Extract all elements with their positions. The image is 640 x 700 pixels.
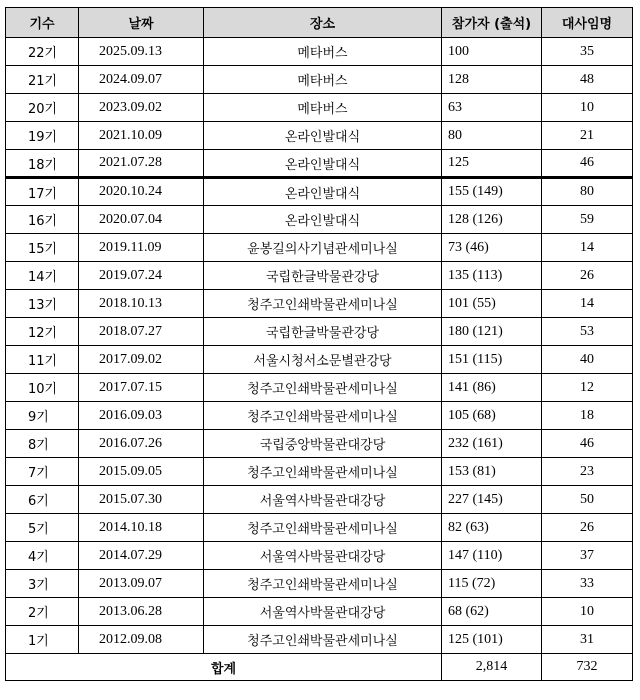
cell-ambassadors: 26 <box>542 262 633 290</box>
table-row <box>6 402 633 430</box>
cell-num: 21기 <box>6 66 79 94</box>
cell-date: 2015.07.30 <box>79 486 204 514</box>
cell-date: 2012.09.08 <box>79 626 204 654</box>
cell-participants: 101 (55) <box>442 290 542 318</box>
cell-date: 2013.09.07 <box>79 570 204 598</box>
table-row <box>6 206 633 234</box>
header-row <box>6 8 633 38</box>
cell-ambassadors: 40 <box>542 346 633 374</box>
total-row <box>6 654 633 681</box>
cell-ambassadors: 26 <box>542 514 633 542</box>
cell-date: 2019.11.09 <box>79 234 204 262</box>
cell-num: 19기 <box>6 122 79 150</box>
table-row <box>6 486 633 514</box>
cell-date: 2018.10.13 <box>79 290 204 318</box>
cell-participants: 125 <box>442 150 542 178</box>
cell-ambassadors: 21 <box>542 122 633 150</box>
table-row <box>6 38 633 66</box>
cell-num: 16기 <box>6 206 79 234</box>
cell-place: 온라인발대식 <box>204 206 442 234</box>
cell-place: 국립한글박물관강당 <box>204 262 442 290</box>
table-row <box>6 318 633 346</box>
cell-place: 청주고인쇄박물관세미나실 <box>204 458 442 486</box>
cell-date: 2018.07.27 <box>79 318 204 346</box>
table-row <box>6 290 633 318</box>
cell-ambassadors: 59 <box>542 206 633 234</box>
table-body <box>6 38 633 654</box>
table-row <box>6 66 633 94</box>
table-row <box>6 514 633 542</box>
cell-num: 15기 <box>6 234 79 262</box>
cell-place: 온라인발대식 <box>204 178 442 206</box>
cell-ambassadors: 48 <box>542 66 633 94</box>
total-label: 합계 <box>6 654 442 681</box>
cell-ambassadors: 31 <box>542 626 633 654</box>
cell-place: 서울역사박물관대강당 <box>204 598 442 626</box>
table-row <box>6 346 633 374</box>
table-row <box>6 94 633 122</box>
cell-place: 메타버스 <box>204 38 442 66</box>
cell-date: 2021.10.09 <box>79 122 204 150</box>
table-row <box>6 374 633 402</box>
cell-participants: 151 (115) <box>442 346 542 374</box>
cell-place: 서울역사박물관대강당 <box>204 542 442 570</box>
cell-ambassadors: 14 <box>542 234 633 262</box>
cell-participants: 153 (81) <box>442 458 542 486</box>
cell-place: 청주고인쇄박물관세미나실 <box>204 374 442 402</box>
cell-place: 서울시청서소문별관강당 <box>204 346 442 374</box>
cell-place: 메타버스 <box>204 94 442 122</box>
cell-date: 2019.07.24 <box>79 262 204 290</box>
cell-ambassadors: 33 <box>542 570 633 598</box>
cell-num: 18기 <box>6 150 79 178</box>
cell-participants: 105 (68) <box>442 402 542 430</box>
cell-place: 청주고인쇄박물관세미나실 <box>204 514 442 542</box>
cell-participants: 135 (113) <box>442 262 542 290</box>
cell-participants: 128 <box>442 66 542 94</box>
table-row <box>6 234 633 262</box>
table-row <box>6 542 633 570</box>
cell-participants: 82 (63) <box>442 514 542 542</box>
cell-participants: 227 (145) <box>442 486 542 514</box>
cell-num: 20기 <box>6 94 79 122</box>
cell-date: 2016.07.26 <box>79 430 204 458</box>
cell-ambassadors: 23 <box>542 458 633 486</box>
table-row <box>6 570 633 598</box>
cell-date: 2017.09.02 <box>79 346 204 374</box>
cell-ambassadors: 10 <box>542 598 633 626</box>
header-num: 기수 <box>6 8 79 38</box>
cell-place: 청주고인쇄박물관세미나실 <box>204 290 442 318</box>
total-ambassadors: 732 <box>542 654 633 681</box>
cell-num: 3기 <box>6 570 79 598</box>
cell-participants: 180 (121) <box>442 318 542 346</box>
cell-place: 온라인발대식 <box>204 122 442 150</box>
cell-num: 12기 <box>6 318 79 346</box>
table-row <box>6 178 633 206</box>
cell-date: 2015.09.05 <box>79 458 204 486</box>
cell-ambassadors: 10 <box>542 94 633 122</box>
cell-place: 청주고인쇄박물관세미나실 <box>204 626 442 654</box>
header-date: 날짜 <box>79 8 204 38</box>
cell-date: 2014.07.29 <box>79 542 204 570</box>
cell-participants: 63 <box>442 94 542 122</box>
cell-date: 2025.09.13 <box>79 38 204 66</box>
cell-num: 4기 <box>6 542 79 570</box>
cell-participants: 73 (46) <box>442 234 542 262</box>
table-row <box>6 626 633 654</box>
cell-participants: 125 (101) <box>442 626 542 654</box>
cell-place: 청주고인쇄박물관세미나실 <box>204 570 442 598</box>
table-row <box>6 598 633 626</box>
cell-date: 2020.10.24 <box>79 178 204 206</box>
cell-date: 2017.07.15 <box>79 374 204 402</box>
cell-place: 국립한글박물관강당 <box>204 318 442 346</box>
cell-num: 22기 <box>6 38 79 66</box>
cell-date: 2016.09.03 <box>79 402 204 430</box>
cell-participants: 147 (110) <box>442 542 542 570</box>
cell-participants: 115 (72) <box>442 570 542 598</box>
cell-ambassadors: 37 <box>542 542 633 570</box>
cell-num: 10기 <box>6 374 79 402</box>
cell-num: 2기 <box>6 598 79 626</box>
cell-date: 2024.09.07 <box>79 66 204 94</box>
cell-ambassadors: 46 <box>542 150 633 178</box>
ambassador-history-table <box>5 7 633 681</box>
cell-num: 11기 <box>6 346 79 374</box>
cell-place: 온라인발대식 <box>204 150 442 178</box>
table-row <box>6 430 633 458</box>
cell-date: 2021.07.28 <box>79 150 204 178</box>
table-row <box>6 150 633 178</box>
cell-num: 14기 <box>6 262 79 290</box>
cell-participants: 100 <box>442 38 542 66</box>
cell-num: 6기 <box>6 486 79 514</box>
cell-participants: 128 (126) <box>442 206 542 234</box>
table-row <box>6 262 633 290</box>
table-row <box>6 122 633 150</box>
cell-num: 13기 <box>6 290 79 318</box>
table-row <box>6 458 633 486</box>
cell-participants: 80 <box>442 122 542 150</box>
cell-ambassadors: 12 <box>542 374 633 402</box>
cell-place: 서울역사박물관대강당 <box>204 486 442 514</box>
cell-ambassadors: 80 <box>542 178 633 206</box>
header-participants: 참가자 (출석) <box>442 8 542 38</box>
cell-date: 2023.09.02 <box>79 94 204 122</box>
cell-num: 9기 <box>6 402 79 430</box>
cell-ambassadors: 35 <box>542 38 633 66</box>
cell-ambassadors: 50 <box>542 486 633 514</box>
cell-num: 5기 <box>6 514 79 542</box>
cell-num: 7기 <box>6 458 79 486</box>
cell-ambassadors: 18 <box>542 402 633 430</box>
cell-place: 메타버스 <box>204 66 442 94</box>
cell-date: 2013.06.28 <box>79 598 204 626</box>
cell-ambassadors: 46 <box>542 430 633 458</box>
cell-participants: 141 (86) <box>442 374 542 402</box>
cell-num: 8기 <box>6 430 79 458</box>
header-place: 장소 <box>204 8 442 38</box>
total-participants: 2,814 <box>442 654 542 681</box>
cell-date: 2014.10.18 <box>79 514 204 542</box>
cell-participants: 232 (161) <box>442 430 542 458</box>
cell-ambassadors: 14 <box>542 290 633 318</box>
cell-participants: 155 (149) <box>442 178 542 206</box>
header-ambassadors: 대사임명 <box>542 8 633 38</box>
cell-date: 2020.07.04 <box>79 206 204 234</box>
cell-ambassadors: 53 <box>542 318 633 346</box>
cell-num: 1기 <box>6 626 79 654</box>
cell-num: 17기 <box>6 178 79 206</box>
cell-place: 국립중앙박물관대강당 <box>204 430 442 458</box>
cell-place: 청주고인쇄박물관세미나실 <box>204 402 442 430</box>
cell-place: 윤봉길의사기념관세미나실 <box>204 234 442 262</box>
cell-participants: 68 (62) <box>442 598 542 626</box>
